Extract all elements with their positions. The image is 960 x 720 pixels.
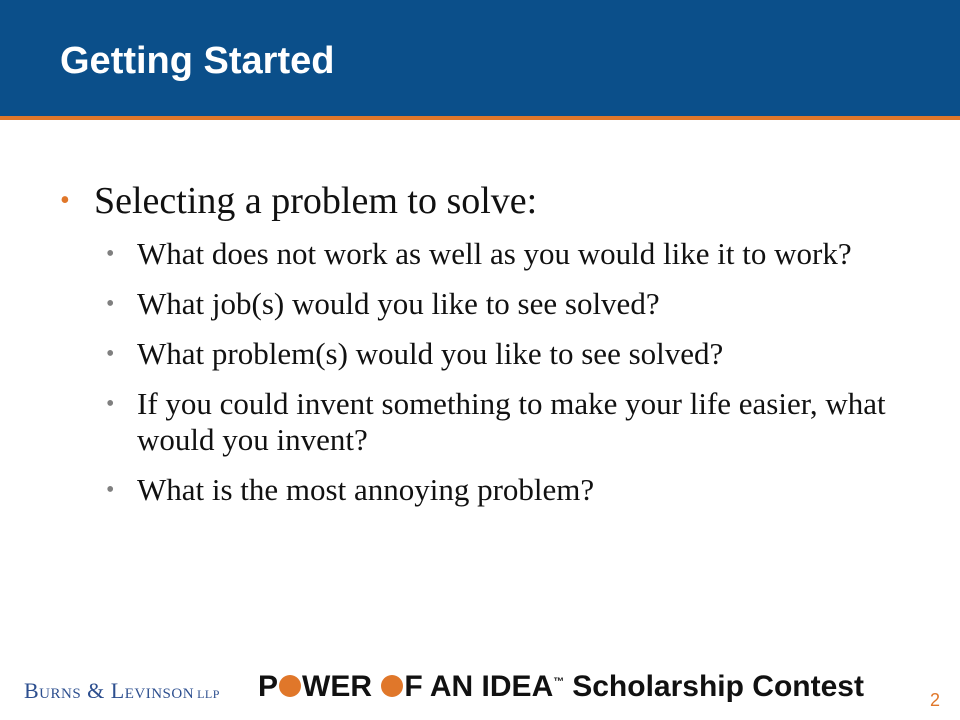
bullet-list: [60, 178, 920, 522]
bullet-dot-icon: •: [106, 241, 115, 267]
sub-bullet-list: [94, 236, 920, 508]
sub-bullet-text: What does not work as well as you would like it to work?: [137, 236, 852, 271]
sub-bullet-item: [94, 386, 937, 458]
contest-p: P: [258, 670, 279, 703]
title-bar: [0, 0, 960, 116]
orange-o-icon: [381, 675, 403, 697]
firm-logo: [24, 678, 220, 704]
sub-bullet-text: What job(s) would you like to see solved?: [137, 286, 660, 321]
bullet-dot-icon: •: [106, 477, 115, 503]
contest-mid: WER: [302, 670, 381, 703]
bullet-dot-icon: •: [106, 391, 115, 417]
title-underline: [0, 116, 960, 120]
contest-tail: Scholarship Contest: [572, 670, 864, 703]
main-bullet-text: Selecting a problem to solve:: [94, 180, 538, 222]
sub-bullet-item: [94, 472, 937, 508]
page-number: 2: [930, 690, 941, 710]
bullet-dot-icon: •: [106, 341, 115, 367]
trademark-mark: ™: [553, 676, 565, 688]
slide-footer: [0, 664, 960, 720]
contest-logo: [258, 670, 864, 704]
contest-of-tail: F AN IDEA: [404, 670, 554, 703]
sub-bullet-text: If you could invent something to make your life easier, what would you invent?: [137, 386, 886, 457]
sub-bullet-item: [94, 236, 937, 272]
orange-o-icon: [279, 675, 301, 697]
slide-title: Getting Started: [60, 40, 335, 82]
firm-suffix: LLP: [197, 687, 220, 701]
main-bullet-item: [60, 178, 920, 508]
sub-bullet-item: [94, 336, 937, 372]
sub-bullet-item: [94, 286, 937, 322]
bullet-dot-icon: •: [60, 185, 70, 216]
bullet-dot-icon: •: [106, 291, 115, 317]
sub-bullet-text: What problem(s) would you like to see solved?: [137, 336, 724, 371]
sub-bullet-text: What is the most annoying problem?: [137, 472, 595, 507]
firm-name: Burns & Levinson: [24, 678, 195, 703]
